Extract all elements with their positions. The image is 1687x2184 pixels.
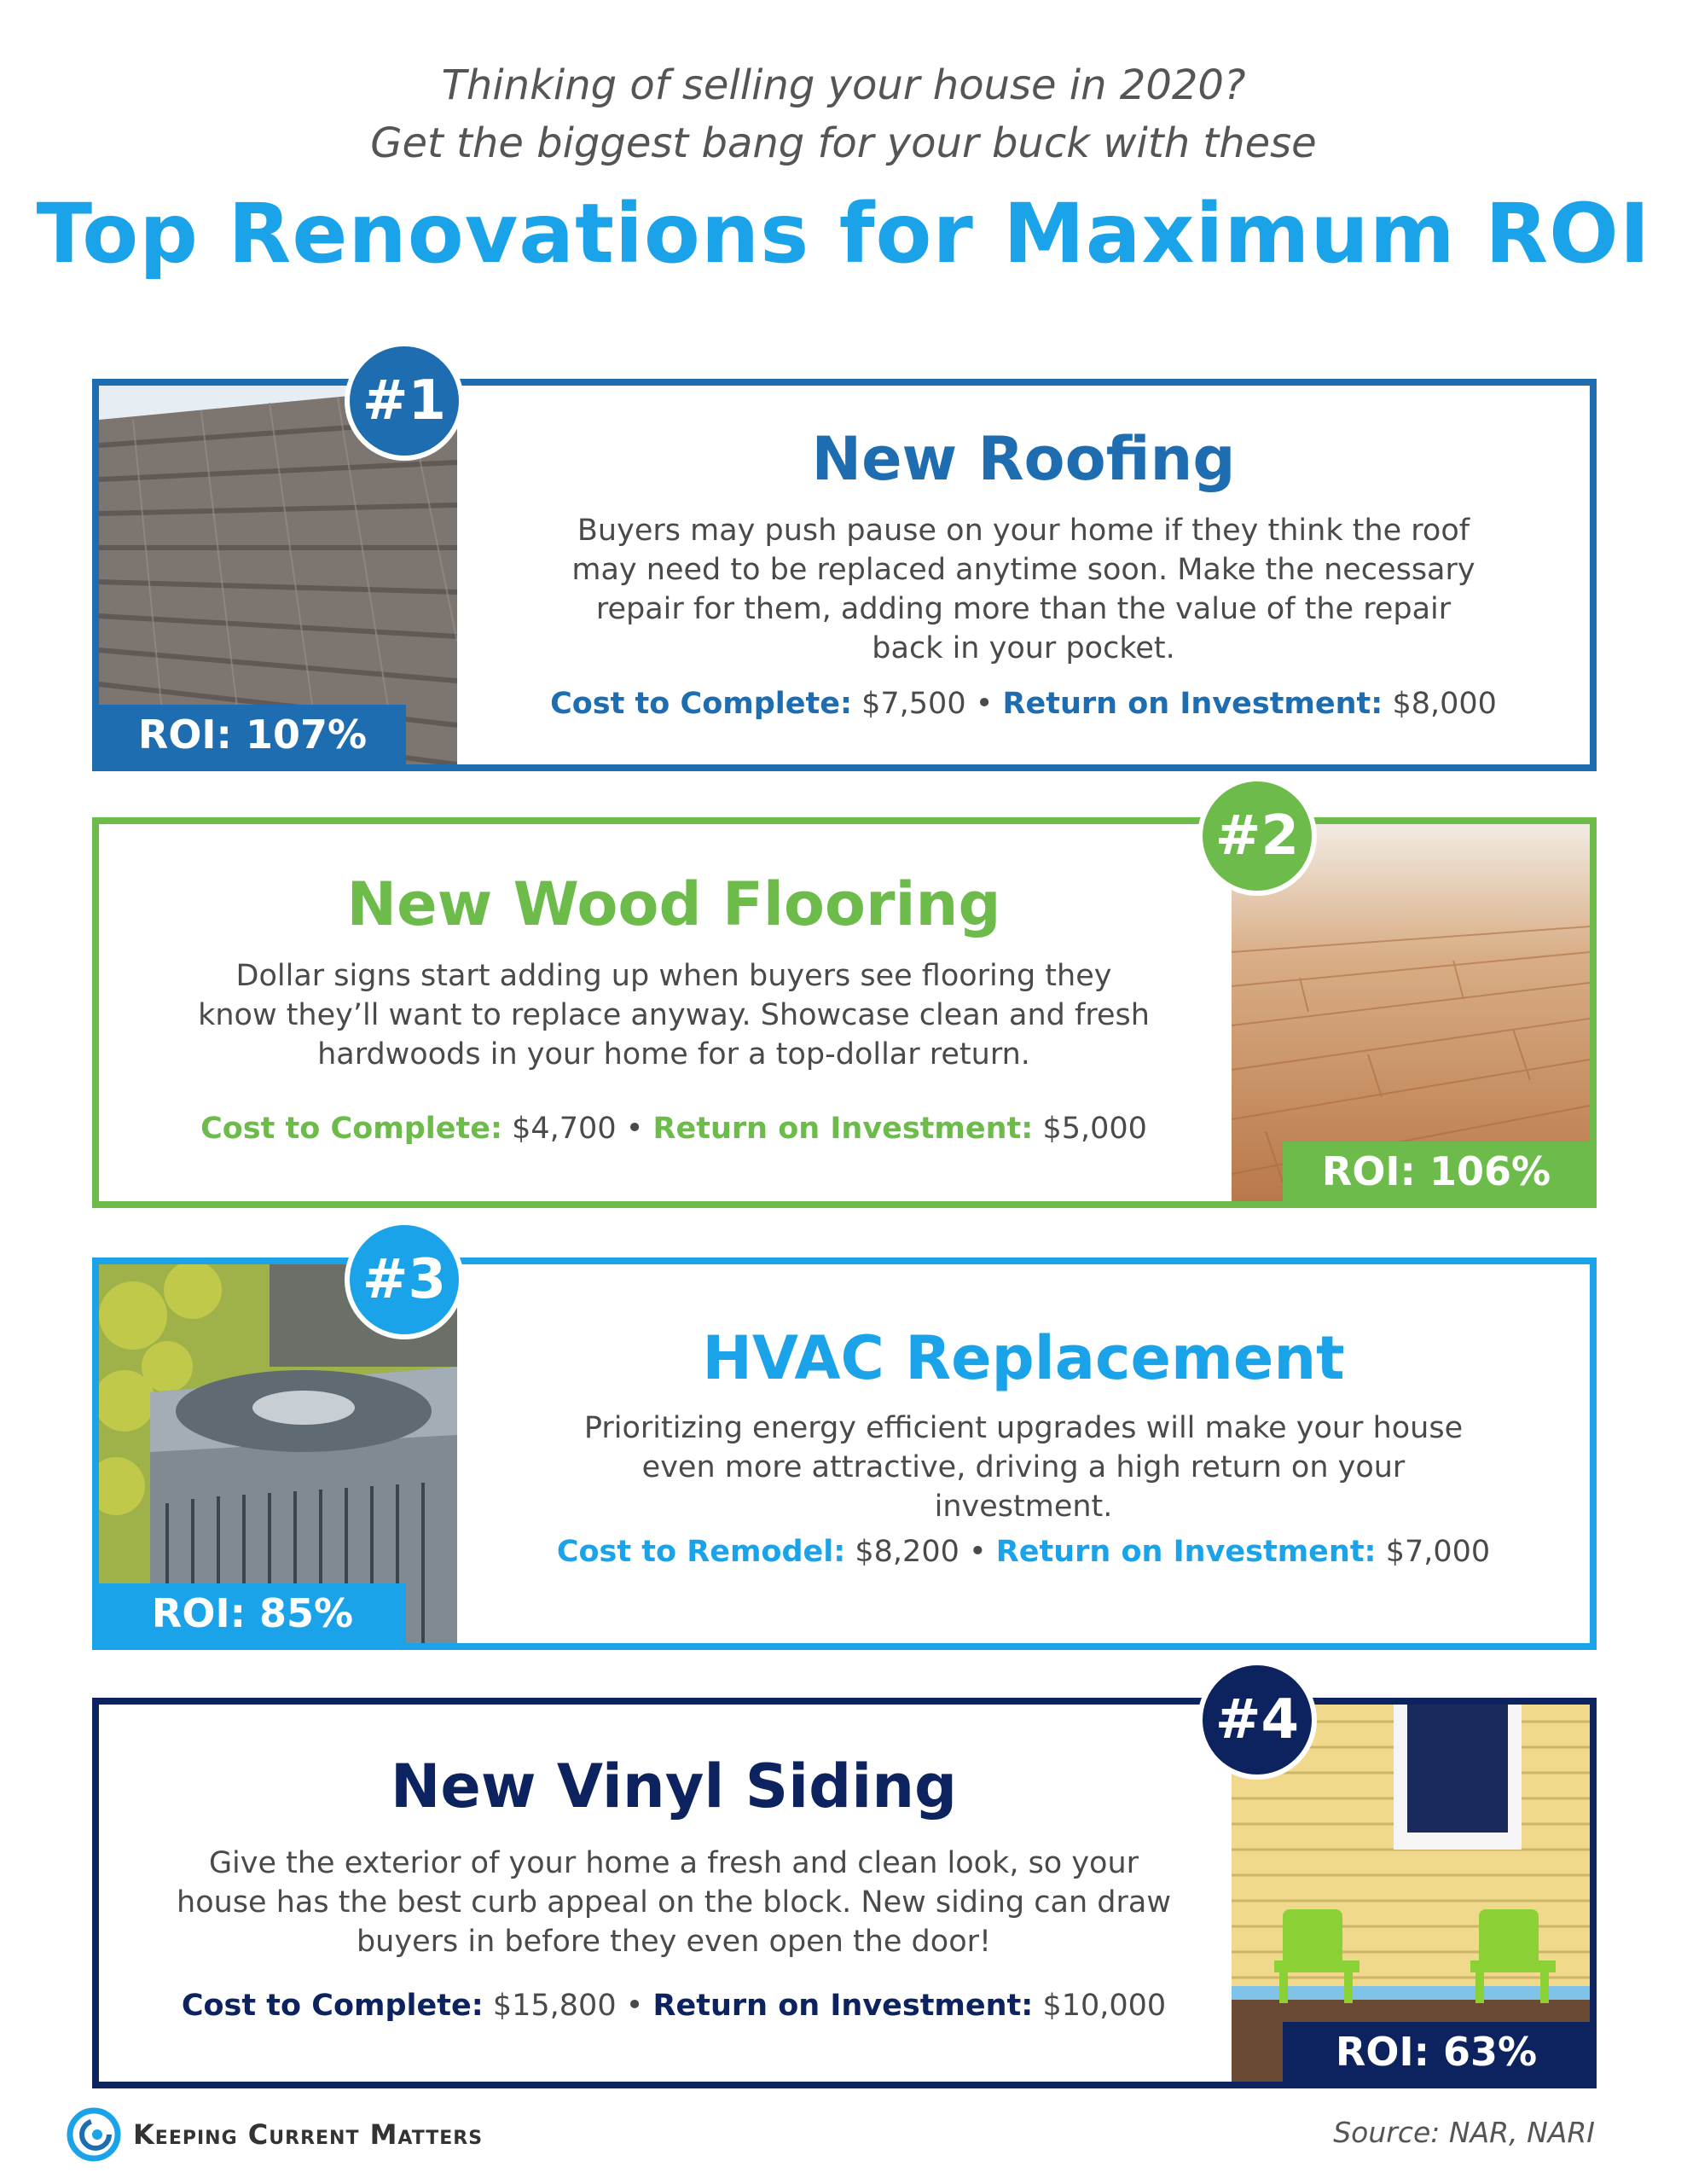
rank-badge-2: #2 bbox=[1197, 776, 1317, 896]
cost-label: Cost to Remodel: bbox=[556, 1535, 846, 1569]
bullet-separator: • bbox=[969, 1535, 987, 1569]
rank-badge-3: #3 bbox=[345, 1220, 464, 1339]
cost-line-siding bbox=[133, 1989, 1215, 2023]
rank-badge-1: #1 bbox=[345, 341, 464, 461]
card-text-roofing bbox=[474, 386, 1573, 764]
return-value: $5,000 bbox=[1042, 1112, 1147, 1146]
return-value: $7,000 bbox=[1385, 1535, 1491, 1569]
cost-value: $4,700 bbox=[512, 1112, 617, 1146]
card-text-flooring bbox=[133, 824, 1215, 1201]
return-value: $8,000 bbox=[1392, 687, 1497, 721]
source-note: Source: NAR, NARI bbox=[1333, 2116, 1595, 2149]
cost-line-flooring bbox=[133, 1112, 1215, 1146]
bullet-separator: • bbox=[625, 1112, 644, 1146]
card-description-roofing: Buyers may push pause on your home if they think the roof may need to be replaced anytime soon. Make the necessary repair for them, adding more than the value of the repair back in your pocket. bbox=[571, 514, 1475, 665]
bullet-separator: • bbox=[975, 687, 994, 721]
bullet-separator: • bbox=[625, 1989, 644, 2023]
renovation-card-roofing bbox=[92, 379, 1597, 771]
card-description-siding: Give the exterior of your home a fresh and clean look, so your house has the best curb appeal on the block. New siding can draw buyers in before they even open the door! bbox=[177, 1846, 1171, 1959]
return-label: Return on Investment: bbox=[652, 1989, 1034, 2023]
cost-line-hvac bbox=[474, 1535, 1573, 1569]
roi-badge-hvac: ROI: 85% bbox=[99, 1583, 406, 1643]
rank-badge-4: #4 bbox=[1197, 1660, 1317, 1780]
roi-badge-roofing: ROI: 107% bbox=[99, 705, 406, 764]
return-label: Return on Investment: bbox=[995, 1535, 1377, 1569]
return-label: Return on Investment: bbox=[652, 1112, 1034, 1146]
cost-label: Cost to Complete: bbox=[181, 1989, 484, 2023]
cost-value: $15,800 bbox=[492, 1989, 617, 2023]
card-description-hvac: Prioritizing energy efficient upgrades will make your house even more attractive, driving a high return on your investment. bbox=[583, 1411, 1464, 1524]
brand-logo bbox=[67, 2107, 483, 2162]
cost-value: $7,500 bbox=[861, 687, 966, 721]
renovation-card-hvac bbox=[92, 1258, 1597, 1650]
page-title: Top Renovations for Maximum ROI bbox=[36, 186, 1651, 282]
card-title-roofing: New Roofing bbox=[811, 424, 1236, 494]
roi-badge-siding: ROI: 63% bbox=[1283, 2022, 1590, 2082]
kcm-swirl-icon bbox=[67, 2107, 121, 2162]
card-text-siding bbox=[133, 1705, 1215, 2082]
renovation-card-flooring bbox=[92, 817, 1597, 1208]
card-description-flooring: Dollar signs start adding up when buyers see flooring they know they’ll want to replace anyway. Showcase clean and fresh hardwoods in your home for a top-dollar return. bbox=[198, 959, 1150, 1072]
intro-line-1: Thinking of selling your house in 2020? bbox=[441, 61, 1246, 109]
intro-line-2: Get the biggest bang for your buck with these bbox=[370, 119, 1317, 167]
cost-label: Cost to Complete: bbox=[550, 687, 852, 721]
card-title-hvac: HVAC Replacement bbox=[702, 1323, 1345, 1393]
card-text-hvac bbox=[474, 1264, 1573, 1643]
brand-name: Keeping Current Matters bbox=[133, 2118, 484, 2151]
card-title-flooring: New Wood Flooring bbox=[346, 869, 1001, 939]
renovation-card-siding bbox=[92, 1698, 1597, 2088]
cost-label: Cost to Complete: bbox=[200, 1112, 502, 1146]
card-title-siding: New Vinyl Siding bbox=[390, 1751, 958, 1821]
roi-badge-flooring: ROI: 106% bbox=[1283, 1141, 1590, 1201]
return-label: Return on Investment: bbox=[1002, 687, 1383, 721]
return-value: $10,000 bbox=[1042, 1989, 1167, 2023]
cost-value: $8,200 bbox=[855, 1535, 959, 1569]
cost-line-roofing bbox=[474, 687, 1573, 721]
